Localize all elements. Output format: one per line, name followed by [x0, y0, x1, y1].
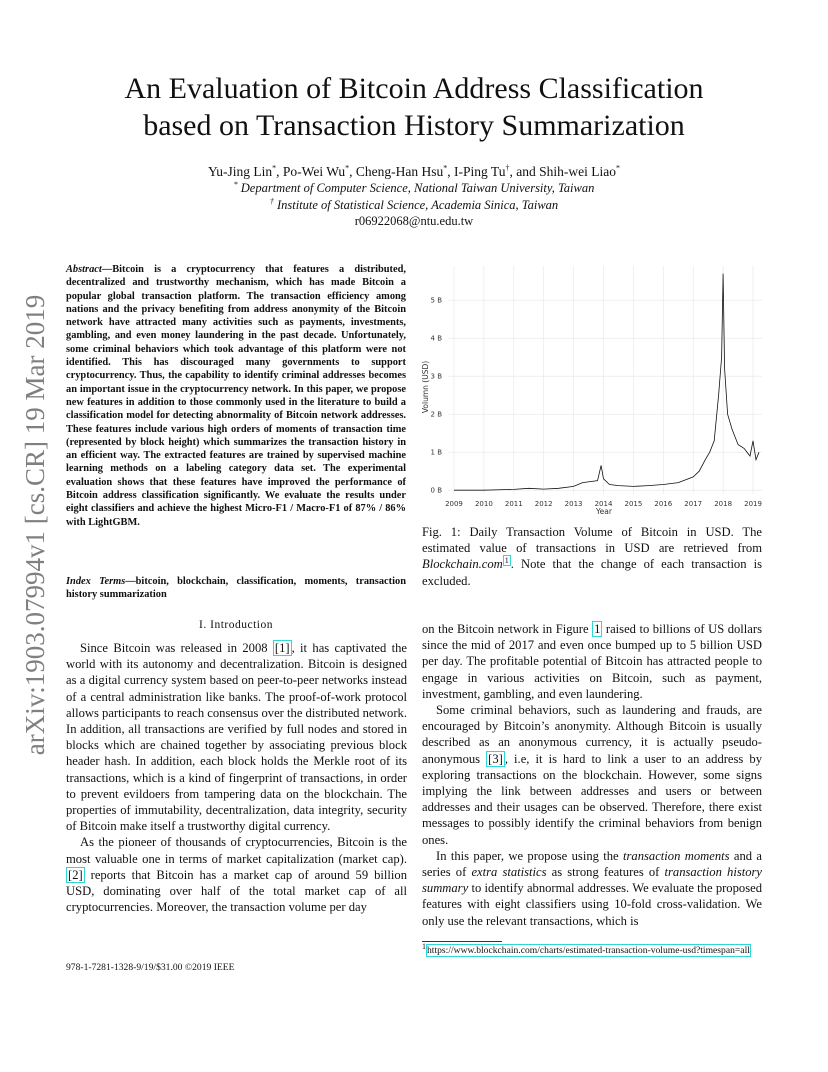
section-heading: I. Introduction: [199, 619, 273, 631]
affiliation-text: Department of Computer Science, National Taiwan University, Taiwan: [240, 181, 595, 195]
x-tick-label: 2014: [594, 500, 613, 508]
paper-title: [0, 70, 828, 144]
text-run: reports that Bitcoin has a market cap of around 59 billion USD, dominating over half of the total market cap of all cryptocurrencies. Moreover, the transaction volume per day: [66, 867, 407, 915]
figure-caption: [422, 524, 762, 589]
affiliation-1: [0, 180, 828, 197]
y-tick-label: 0 B: [430, 486, 442, 495]
index-terms-text: —bitcoin, blockchain, classification, moments, transaction history summarization: [66, 576, 406, 601]
author-mark: *: [443, 163, 448, 173]
emphasis: transaction moments: [623, 848, 730, 863]
footnote-url-link[interactable]: https://www.blockchain.com/charts/estimated-transaction-volume-usd?timespan=all: [427, 945, 750, 956]
author-name: I-Ping Tu: [454, 164, 506, 179]
title-line-2: based on Transaction History Summarization: [143, 109, 685, 142]
citation-link[interactable]: [1]: [274, 641, 290, 655]
index-terms-lead: Index Terms: [66, 576, 126, 587]
citation-link[interactable]: [2]: [68, 867, 83, 882]
abstract-lead: Abstract: [66, 264, 102, 275]
author-name: Yu-Jing Lin: [208, 164, 273, 179]
chart-grid: [448, 266, 762, 494]
y-tick-label: 1 B: [430, 448, 442, 457]
text-run: raised to billions of US dollars since the mid of 2017 and even once bumped up to 5 billion USD per day. The profitable potential of Bitcoin has attracted people to engage in various activities on Bitcoin, such as payment, investment, gambling, and even laundering.: [422, 622, 762, 701]
author-mark: †: [505, 163, 510, 173]
caption-text: . Note that the change of each transaction is excluded.: [422, 557, 762, 588]
right-column-body: [422, 621, 762, 929]
arxiv-stamp: arXiv:1903.07994v1 [cs.CR] 19 Mar 2019: [20, 294, 50, 756]
paragraph: [422, 848, 762, 929]
y-tick-label: 5 B: [430, 296, 442, 305]
footnote: [422, 941, 767, 957]
x-tick-label: 2009: [445, 500, 463, 508]
author-mark: *: [615, 163, 620, 173]
copyright-notice: 978-1-7281-1328-9/19/$31.00 ©2019 IEEE: [66, 962, 235, 973]
x-tick-label: 2017: [684, 500, 703, 508]
y-tick-label: 4 B: [430, 334, 442, 343]
x-tick-label: 2010: [474, 500, 493, 508]
author-name: Shih-wei Liao: [539, 164, 616, 179]
figure-link[interactable]: 1: [594, 622, 601, 636]
x-tick-label: 2013: [564, 500, 583, 508]
caption-text: Fig. 1: Daily Transaction Volume of Bitcoin in USD. The estimated value of transactions in USD are retrieved from: [422, 525, 762, 556]
paragraph: [66, 640, 407, 834]
x-tick-label: 2011: [504, 500, 523, 508]
author-mark: *: [272, 163, 277, 173]
transaction-volume-chart: [418, 262, 766, 518]
abstract: [66, 263, 406, 529]
emphasis: extra statistics: [471, 865, 547, 880]
author-mark: *: [345, 163, 350, 173]
x-tick-label: 2012: [534, 500, 553, 508]
text-run: on the Bitcoin network in Figure: [422, 622, 593, 636]
x-axis-label: Year: [596, 507, 612, 516]
x-tick-label: 2019: [744, 500, 762, 508]
footnote-mark: 1: [422, 941, 426, 951]
abstract-text: —Bitcoin is a cryptocurrency that features a distributed, decentralized and trustworthy mechanism, which has made Bitcoin a popular global transaction platform. The transaction efficiency among nations and the privacy benefiting from address anonymity of the Bitcoin network have attracted many activities such as payments, investments, gambling, and even money laundering in the past decade. Unfortunately, some criminal behaviors which took advantage of this platform were not identified. This has discouraged many governments to support cryptocurrency. Thus, the capability to identify criminal addresses becomes an important issue in the cryptocurrency network. In this paper, we propose new features in addition to those commonly used in the literature to build a classification model for detecting abnormality of Bitcoin network addresses. These features include various high orders of moments of transaction time (represented by block height) which summarizes the transaction history in an efficient way. The extracted features are trained by supervised machine learning methods on a labeling category data set. The experimental evaluation shows that these features have improved the performance of Bitcoin address classification significantly. We evaluate the results under eight classifiers and achieve the highest Micro-F1 / Macro-F1 of 87% / 86% with LightGBM.: [66, 264, 406, 528]
affiliation-2: [0, 197, 828, 214]
x-tick-label: 2016: [654, 500, 673, 508]
paragraph: [422, 621, 762, 702]
series-line: [454, 274, 759, 491]
affiliation-text: Institute of Statistical Science, Academia Sinica, Taiwan: [276, 198, 559, 212]
y-tick-label: 2 B: [430, 410, 442, 419]
y-axis-label: Volumn (USD): [421, 360, 430, 414]
paragraph: [422, 702, 762, 848]
text-run: Some criminal behaviors, such as laundering and frauds, are encouraged by Bitcoin’s anonymity. Although Bitcoin is usually described as an anonymous currency, it is actually pseudo-anonymous: [422, 703, 762, 766]
text-run: Since Bitcoin was released in 2008: [80, 641, 273, 655]
x-tick-label: 2015: [624, 500, 643, 508]
caption-source: Blockchain.com: [422, 557, 503, 572]
author-list: Yu-Jing Lin*, Po-Wei Wu*, Cheng-Han Hsu*, I-Ping Tu†, and Shih-wei Liao*: [208, 163, 620, 179]
affiliation-mark: *: [233, 179, 238, 189]
emphasis: transaction history summary: [422, 865, 763, 896]
text-run: to identify abnormal addresses. We evaluate the proposed features with eight classifiers using 10-fold cross-validation. We only use the relevant transactions, which is: [422, 881, 762, 928]
footnote-link[interactable]: 1: [504, 556, 509, 566]
affiliation-mark: †: [269, 196, 274, 206]
footnote-rule: [422, 941, 502, 942]
y-tick-label: 3 B: [430, 372, 442, 381]
citation-link[interactable]: [3]: [488, 751, 503, 766]
author-name: Po-Wei Wu: [282, 164, 346, 179]
y-axis: [431, 297, 443, 495]
left-column-body: [66, 640, 407, 915]
author-name: Cheng-Han Hsu: [355, 164, 444, 179]
paragraph: [66, 834, 407, 915]
text-run: , it has captivated the world with its autonomy and decentralization. Bitcoin is designed as a digital currency system based on peer-to-peer networks instead of a central administration like banks. The proof-of-work protocol allows participants to reach consensus over the distributed network. In addition, all transactions are verified by full nodes and stored in blocks which are chained together by associating previous block header hash. In addition, each block holds the Merkle root of its transactions, which is a kind of fingerprint of transactions, in order to prevent evildoers from tampering data on the blockchain. The properties of immutability, decentralization, data integrity, security of Bitcoin make itself a trustworthy digital currency.: [66, 641, 407, 834]
text-run: , i.e, it is hard to link a user to an address by exploring transactions on the blockchain. However, some signs implying the link between addresses and users or between addresses and their usages can be observed. Therefore, there exist messages to possibly identify the criminal behaviors from benign ones.: [422, 751, 762, 847]
author-email: r06922068@ntu.edu.tw: [354, 214, 474, 228]
index-terms: [66, 575, 406, 602]
text-run: as strong features of: [546, 865, 665, 880]
text-run: and a series of: [422, 848, 762, 880]
text-run: In this paper, we propose using the: [436, 848, 624, 863]
text-run: As the pioneer of thousands of cryptocurrencies, Bitcoin is the most valuable one in terms of market capitalization (market cap).: [66, 835, 407, 866]
x-tick-label: 2018: [714, 500, 733, 508]
title-line-1: An Evaluation of Bitcoin Address Classification: [124, 72, 704, 105]
